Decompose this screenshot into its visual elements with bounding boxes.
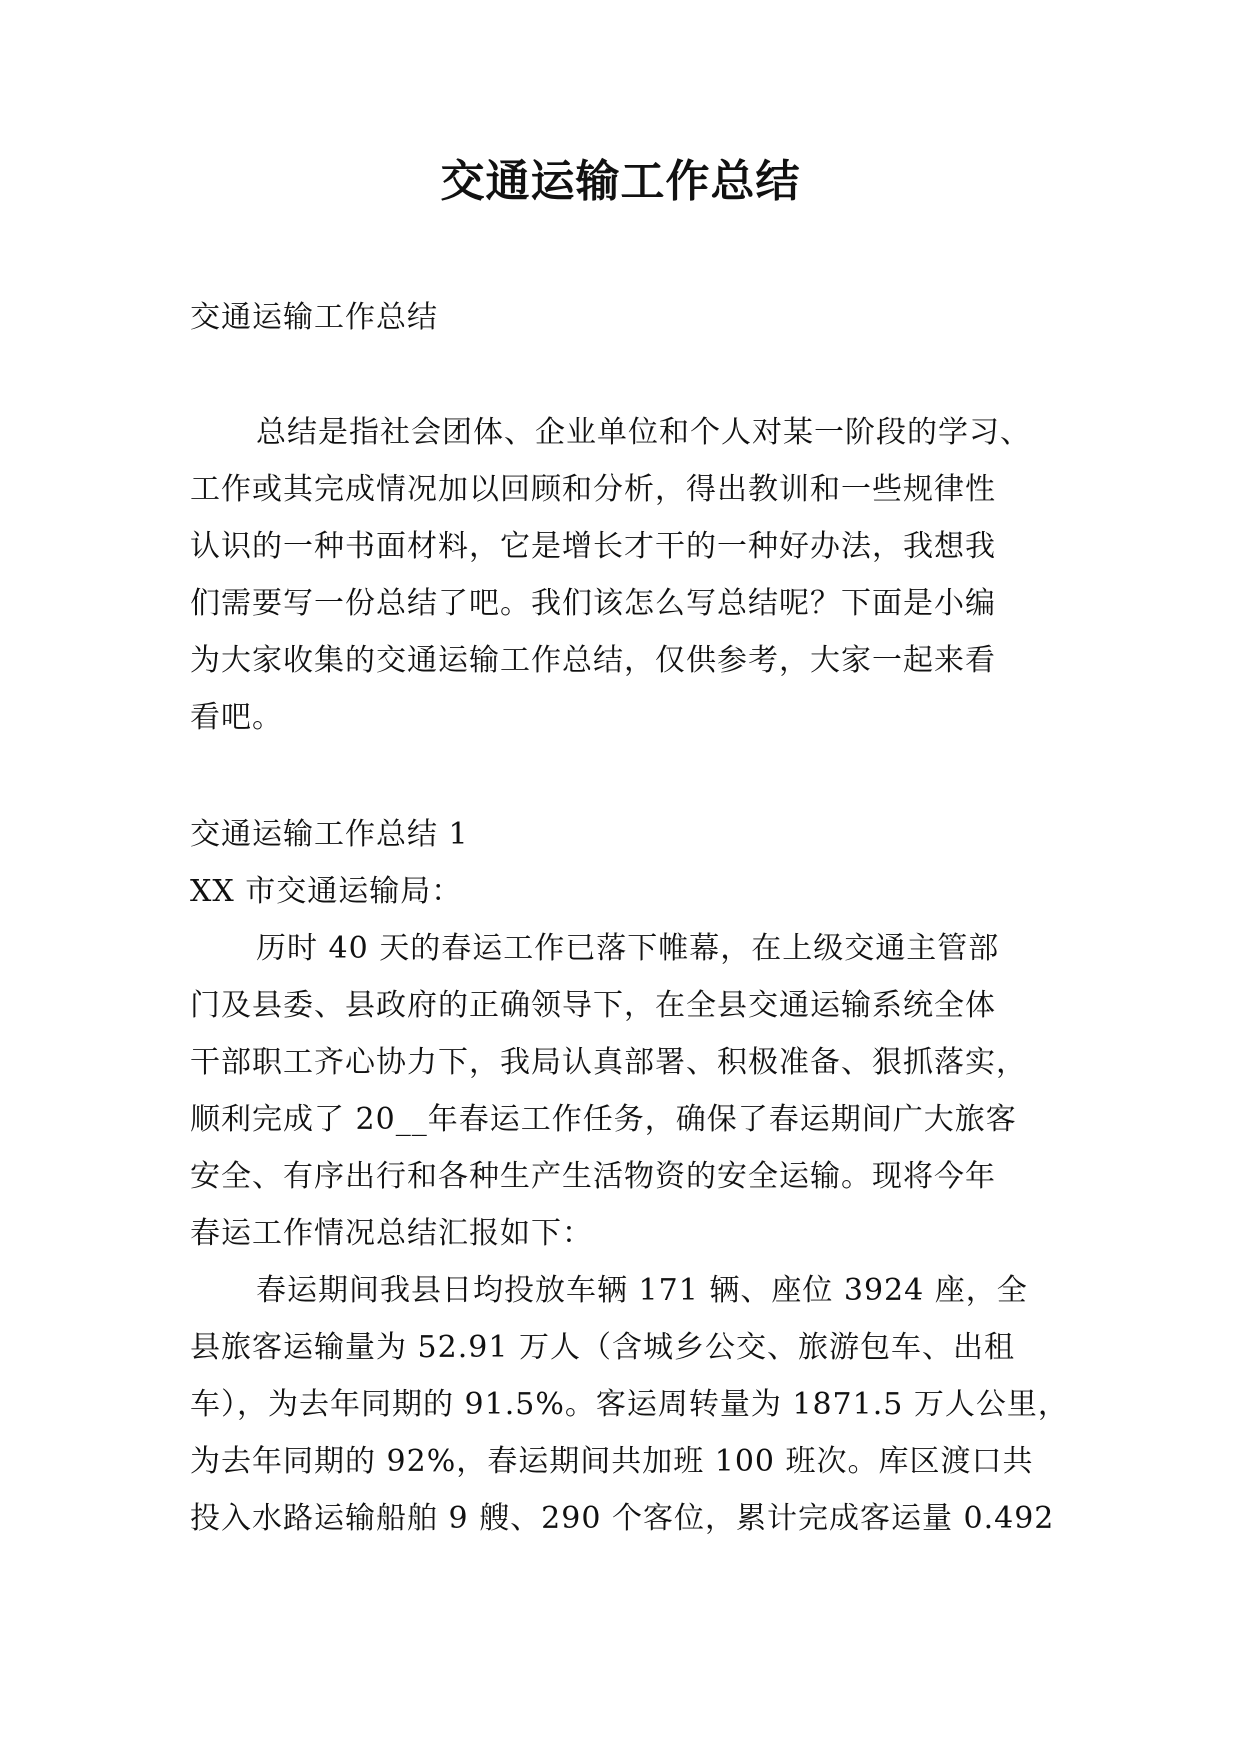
para2-line: 车），为去年同期的 91.5%。客运周转量为 1871.5 万人公里， xyxy=(190,1387,1069,1422)
para2-line: 县旅客运输量为 52.91 万人（含城乡公交、旅游包车、出租 xyxy=(190,1330,1015,1365)
addressee: XX 市交通运输局： xyxy=(190,874,463,909)
para2-line: 为去年同期的 92%，春运期间共加班 100 班次。库区渡口共 xyxy=(190,1444,1034,1479)
document-subtitle: 交通运输工作总结 xyxy=(190,300,438,335)
section-heading: 交通运输工作总结 1 xyxy=(190,817,469,852)
document-title: 交通运输工作总结 xyxy=(440,156,801,207)
para2-line: 投入水路运输船舶 9 艘、290 个客位，累计完成客运量 0.492 xyxy=(190,1501,1055,1536)
para1-line: 安全、有序出行和各种生产生活物资的安全运输。现将今年 xyxy=(190,1159,996,1194)
para1-line: 春运工作情况总结汇报如下： xyxy=(190,1216,593,1251)
intro-line: 们需要写一份总结了吧。我们该怎么写总结呢？下面是小编 xyxy=(190,586,996,621)
intro-line: 认识的一种书面材料，它是增长才干的一种好办法，我想我 xyxy=(190,529,996,564)
para1-line: 干部职工齐心协力下，我局认真部署、积极准备、狠抓落实， xyxy=(190,1045,1027,1080)
para1-line: 顺利完成了 20__年春运工作任务，确保了春运期间广大旅客 xyxy=(190,1102,1017,1137)
para2-line: 春运期间我县日均投放车辆 171 辆、座位 3924 座，全 xyxy=(256,1273,1028,1308)
intro-line: 看吧。 xyxy=(190,700,283,735)
intro-line: 工作或其完成情况加以回顾和分析，得出教训和一些规律性 xyxy=(190,472,996,507)
para1-line: 历时 40 天的春运工作已落下帷幕，在上级交通主管部 xyxy=(256,931,1000,966)
intro-line: 总结是指社会团体、企业单位和个人对某一阶段的学习、 xyxy=(256,415,1031,450)
para1-line: 门及县委、县政府的正确领导下，在全县交通运输系统全体 xyxy=(190,988,996,1023)
intro-line: 为大家收集的交通运输工作总结，仅供参考，大家一起来看 xyxy=(190,643,996,678)
